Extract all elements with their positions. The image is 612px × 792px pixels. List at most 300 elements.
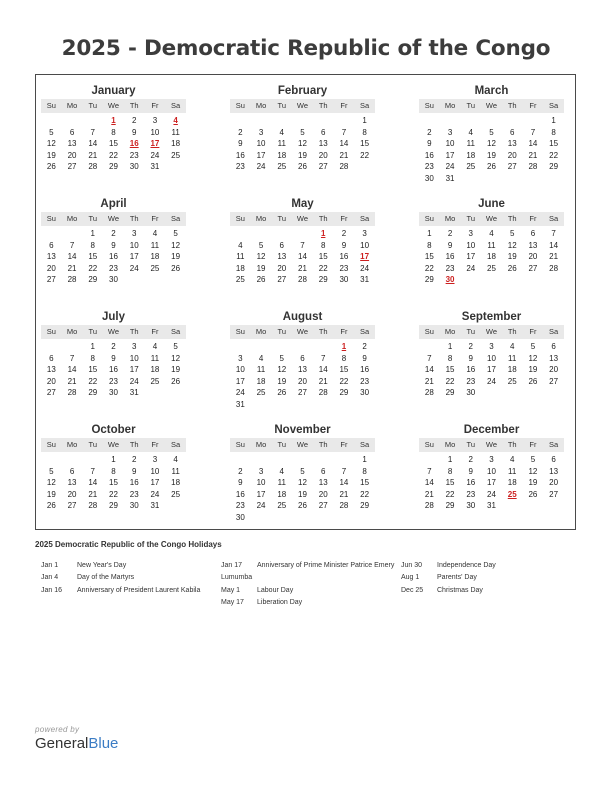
- weekday-label: Sa: [171, 327, 181, 336]
- day-cell: 17: [466, 252, 476, 261]
- day-cell: 26: [298, 162, 307, 171]
- day-cell: 12: [298, 139, 307, 148]
- weekday-label: Tu: [466, 440, 476, 449]
- weekday-label: Mo: [66, 327, 78, 336]
- month-name: May: [291, 198, 314, 210]
- day-cell: 27: [298, 388, 307, 397]
- day-cell: 23: [109, 263, 118, 273]
- day-cell: 13: [507, 139, 517, 148]
- month-june: [419, 196, 564, 286]
- day-cell: 27: [549, 489, 559, 499]
- empty-cell: [251, 115, 272, 127]
- weekday-header: [41, 438, 186, 452]
- day-cell: 19: [277, 376, 287, 386]
- day-cell: 11: [277, 139, 286, 148]
- month-name: April: [100, 198, 127, 210]
- day-cell: 30: [109, 275, 118, 284]
- day-cell: 18: [150, 252, 160, 261]
- weekday-label: Tu: [88, 101, 98, 110]
- day-cell: 11: [508, 466, 517, 476]
- empty-cell: [62, 454, 83, 466]
- weekday-header: [230, 325, 375, 339]
- day-cell: 30: [109, 388, 118, 397]
- weekday-label: Tu: [277, 101, 287, 110]
- weekday-label: Su: [235, 214, 245, 223]
- day-cell: 8: [320, 240, 326, 250]
- weekday-label: We: [485, 214, 498, 223]
- brand-footer: [35, 725, 118, 752]
- empty-cell: [271, 454, 292, 466]
- day-cell: 20: [46, 376, 56, 386]
- day-cell: 21: [67, 263, 77, 273]
- holiday-date-label: Jan 4: [41, 574, 59, 582]
- day-cell: 8: [362, 466, 367, 476]
- holiday-name: Independence Day: [437, 562, 496, 569]
- day-cell: 9: [238, 139, 243, 148]
- day-cell: 26: [507, 263, 517, 273]
- day-grid: [419, 228, 564, 286]
- empty-cell: [313, 115, 334, 127]
- weekday-label: Tu: [277, 440, 287, 449]
- day-cell: 28: [339, 501, 349, 510]
- day-cell: 22: [339, 376, 349, 386]
- day-cell: 11: [171, 466, 180, 476]
- day-cell: 19: [298, 489, 307, 499]
- month-name: March: [474, 85, 509, 97]
- day-cell: 28: [318, 388, 328, 397]
- day-cell: 2: [111, 342, 116, 351]
- day-cell: 6: [300, 353, 305, 363]
- day-cell: 18: [507, 478, 517, 487]
- day-cell: 4: [509, 455, 515, 464]
- day-cell: 6: [551, 455, 556, 464]
- day-grid: [230, 228, 375, 286]
- holiday-date: 1: [111, 116, 116, 125]
- weekday-label: Mo: [444, 214, 456, 223]
- day-cell: 27: [277, 275, 287, 284]
- day-cell: 17: [445, 150, 455, 160]
- day-cell: 23: [109, 376, 118, 386]
- weekday-label: Tu: [466, 327, 476, 336]
- day-cell: 16: [424, 150, 434, 160]
- day-cell: 2: [341, 229, 347, 238]
- day-cell: 14: [424, 365, 434, 374]
- day-cell: 26: [528, 489, 538, 499]
- day-cell: 31: [235, 399, 245, 409]
- day-cell: 21: [88, 150, 98, 160]
- month-name: August: [282, 311, 323, 323]
- day-cell: 5: [49, 127, 54, 137]
- day-cell: 11: [466, 139, 475, 148]
- day-cell: 5: [173, 229, 178, 238]
- weekday-label: Th: [507, 214, 517, 223]
- holiday-name: Anniversary of President Laurent Kabila: [77, 586, 201, 594]
- weekday-label: Th: [129, 327, 139, 336]
- day-cell: 17: [129, 365, 139, 374]
- day-cell: 15: [424, 252, 434, 261]
- weekday-label: Th: [129, 440, 139, 449]
- day-cell: 2: [468, 342, 473, 351]
- day-cell: 6: [279, 240, 284, 250]
- day-cell: 29: [109, 501, 118, 510]
- weekday-label: Th: [507, 101, 517, 110]
- day-cell: 15: [339, 365, 349, 374]
- day-cell: 16: [339, 252, 349, 261]
- day-cell: 14: [318, 365, 328, 374]
- empty-cell: [62, 341, 83, 353]
- day-cell: 5: [300, 466, 305, 476]
- day-cell: 16: [235, 489, 245, 499]
- weekday-header: [230, 438, 375, 452]
- holiday-date: 25: [507, 489, 517, 499]
- holiday-date: 30: [445, 275, 455, 284]
- day-cell: 13: [549, 353, 559, 363]
- day-cell: 27: [549, 376, 559, 386]
- day-grid: [41, 115, 186, 173]
- day-cell: 13: [318, 478, 328, 487]
- day-cell: 22: [360, 150, 370, 160]
- day-cell: 9: [131, 466, 137, 476]
- day-cell: 6: [320, 127, 326, 137]
- day-cell: 5: [530, 455, 536, 464]
- weekday-label: Tu: [277, 327, 287, 336]
- weekday-label: Su: [235, 327, 245, 336]
- weekday-label: Sa: [360, 327, 370, 336]
- weekday-label: Su: [424, 327, 434, 336]
- weekday-header: [41, 212, 186, 226]
- day-cell: 6: [551, 342, 556, 351]
- day-cell: 24: [360, 263, 370, 273]
- day-cell: 8: [427, 240, 432, 250]
- day-cell: 21: [298, 263, 307, 273]
- weekday-label: Fr: [529, 440, 537, 449]
- day-cell: 13: [67, 139, 77, 148]
- day-cell: 28: [88, 501, 98, 510]
- day-cell: 8: [362, 127, 367, 137]
- day-cell: 28: [424, 388, 434, 397]
- day-cell: 4: [509, 342, 515, 351]
- day-cell: 25: [150, 263, 160, 273]
- day-cell: 15: [360, 139, 370, 148]
- day-cell: 25: [171, 489, 181, 499]
- weekday-label: Tu: [88, 214, 98, 223]
- holiday-item: [41, 560, 211, 572]
- weekday-label: Mo: [66, 101, 78, 110]
- weekday-label: Th: [507, 440, 517, 449]
- day-cell: 10: [129, 353, 139, 363]
- day-cell: 8: [447, 466, 453, 476]
- weekday-label: Su: [46, 327, 56, 336]
- day-cell: 29: [445, 388, 455, 397]
- day-cell: 17: [487, 478, 496, 487]
- day-cell: 20: [277, 263, 287, 273]
- day-cell: 15: [318, 252, 328, 261]
- empty-cell: [230, 115, 251, 127]
- day-cell: 17: [256, 150, 266, 160]
- day-cell: 5: [173, 342, 178, 351]
- day-cell: 16: [360, 365, 370, 374]
- day-cell: 16: [445, 252, 455, 261]
- day-cell: 2: [131, 455, 137, 464]
- month-name: July: [101, 311, 125, 323]
- day-cell: 3: [468, 229, 473, 238]
- day-cell: 21: [67, 376, 77, 386]
- day-cell: 9: [131, 127, 137, 137]
- day-cell: 16: [109, 365, 118, 374]
- weekday-label: Th: [318, 214, 328, 223]
- day-cell: 6: [320, 466, 326, 476]
- day-cell: 24: [150, 150, 160, 160]
- day-cell: 4: [238, 240, 243, 250]
- weekday-label: Th: [129, 101, 139, 110]
- day-cell: 15: [360, 478, 370, 487]
- empty-cell: [82, 454, 103, 466]
- month-name: June: [478, 198, 505, 210]
- day-cell: 26: [46, 501, 56, 510]
- month-name: November: [274, 424, 331, 436]
- holiday-date: 1: [341, 342, 347, 351]
- day-cell: 27: [67, 162, 77, 171]
- day-cell: 26: [46, 162, 56, 171]
- day-cell: 20: [318, 489, 328, 499]
- day-cell: 1: [447, 455, 453, 464]
- empty-cell: [251, 228, 272, 240]
- month-november: [230, 422, 375, 523]
- month-name: September: [461, 311, 522, 323]
- month-april: [41, 196, 186, 286]
- day-cell: 10: [487, 466, 496, 476]
- empty-cell: [419, 115, 440, 127]
- day-cell: 14: [339, 139, 349, 148]
- empty-cell: [41, 341, 62, 353]
- empty-cell: [271, 115, 292, 127]
- day-cell: 30: [424, 173, 434, 183]
- day-cell: 31: [360, 275, 370, 284]
- weekday-label: We: [107, 101, 120, 110]
- holiday-item: [401, 585, 571, 597]
- day-cell: 6: [69, 466, 75, 476]
- empty-cell: [41, 454, 62, 466]
- day-cell: 12: [171, 353, 181, 363]
- day-cell: 1: [427, 229, 432, 238]
- day-cell: 20: [67, 489, 77, 499]
- day-cell: 8: [111, 127, 116, 137]
- month-august: [230, 309, 375, 410]
- empty-cell: [230, 454, 251, 466]
- day-cell: 14: [67, 252, 77, 261]
- day-cell: 20: [298, 376, 307, 386]
- holiday-item: [41, 585, 211, 597]
- day-cell: 3: [131, 229, 137, 238]
- day-cell: 12: [298, 478, 307, 487]
- day-cell: 20: [318, 150, 328, 160]
- month-july: [41, 309, 186, 399]
- weekday-header: [419, 99, 564, 113]
- day-cell: 10: [235, 365, 245, 374]
- month-name: December: [463, 424, 520, 436]
- day-cell: 18: [466, 150, 476, 160]
- day-grid: [41, 228, 186, 286]
- day-cell: 9: [362, 353, 367, 363]
- day-cell: 28: [424, 501, 434, 510]
- weekday-label: We: [107, 440, 120, 449]
- day-cell: 23: [466, 376, 476, 386]
- day-cell: 3: [238, 353, 243, 363]
- day-cell: 18: [150, 365, 160, 374]
- day-cell: 10: [360, 240, 370, 250]
- holiday-name: Liberation Day: [257, 598, 303, 606]
- weekday-label: Sa: [171, 101, 181, 110]
- empty-cell: [230, 341, 251, 353]
- weekday-label: We: [296, 101, 309, 110]
- empty-cell: [313, 454, 334, 466]
- weekday-label: We: [296, 214, 309, 223]
- day-cell: 26: [298, 501, 307, 510]
- day-cell: 21: [424, 489, 434, 499]
- day-cell: 27: [46, 275, 56, 284]
- day-cell: 6: [49, 353, 54, 363]
- calendar-grid: [35, 74, 576, 530]
- weekday-header: [419, 212, 564, 226]
- day-cell: 3: [258, 127, 264, 137]
- day-cell: 1: [362, 455, 367, 464]
- day-cell: 19: [507, 252, 517, 261]
- weekday-header: [419, 325, 564, 339]
- day-cell: 13: [298, 365, 307, 374]
- day-cell: 25: [256, 388, 266, 397]
- day-cell: 14: [339, 478, 349, 487]
- day-cell: 30: [466, 388, 476, 397]
- weekday-label: Su: [46, 440, 56, 449]
- day-cell: 4: [152, 342, 158, 351]
- day-cell: 12: [171, 240, 181, 250]
- day-cell: 12: [528, 466, 538, 476]
- day-cell: 22: [445, 376, 455, 386]
- day-cell: 19: [528, 365, 538, 374]
- day-cell: 24: [487, 489, 496, 499]
- day-cell: 25: [507, 376, 517, 386]
- month-january: [41, 83, 186, 173]
- day-cell: 31: [150, 162, 160, 171]
- day-cell: 25: [466, 162, 476, 171]
- day-cell: 14: [67, 365, 77, 374]
- day-cell: 4: [468, 127, 473, 137]
- holidays-title: 2025 Democratic Republic of the Congo Holidays: [35, 540, 222, 549]
- day-cell: 2: [111, 229, 116, 238]
- day-cell: 3: [152, 455, 158, 464]
- weekday-label: Mo: [444, 327, 456, 336]
- day-cell: 27: [318, 162, 328, 171]
- day-cell: 22: [109, 489, 118, 499]
- day-cell: 1: [90, 342, 95, 351]
- day-grid: [419, 341, 564, 399]
- day-cell: 26: [528, 376, 538, 386]
- day-cell: 24: [150, 489, 160, 499]
- weekday-label: We: [296, 327, 309, 336]
- day-cell: 30: [235, 512, 245, 522]
- month-name: February: [277, 85, 328, 97]
- day-cell: 29: [88, 275, 98, 284]
- day-cell: 13: [549, 466, 559, 476]
- weekday-label: Sa: [549, 214, 559, 223]
- day-cell: 7: [530, 127, 536, 137]
- day-cell: 28: [67, 275, 77, 284]
- day-cell: 22: [318, 263, 328, 273]
- day-cell: 16: [109, 252, 118, 261]
- weekday-label: Fr: [151, 440, 159, 449]
- day-grid: [230, 454, 375, 523]
- day-cell: 1: [111, 455, 116, 464]
- day-cell: 24: [129, 376, 139, 386]
- day-cell: 24: [129, 263, 139, 273]
- month-february: [230, 83, 375, 173]
- holiday-date-label: Jan 17: [221, 562, 243, 569]
- day-cell: 20: [549, 478, 559, 487]
- weekday-label: We: [485, 101, 498, 110]
- day-cell: 13: [318, 139, 328, 148]
- day-cell: 24: [256, 501, 266, 510]
- day-cell: 7: [427, 353, 432, 363]
- day-cell: 14: [424, 478, 434, 487]
- day-cell: 21: [424, 376, 434, 386]
- day-cell: 30: [339, 275, 349, 284]
- day-cell: 12: [507, 240, 517, 250]
- day-cell: 11: [277, 478, 286, 487]
- day-cell: 9: [341, 240, 347, 250]
- empty-cell: [251, 341, 272, 353]
- day-cell: 14: [298, 252, 307, 261]
- holiday-name: New Year's Day: [77, 562, 127, 569]
- day-cell: 11: [256, 365, 266, 374]
- empty-cell: [82, 115, 103, 127]
- day-cell: 4: [489, 229, 494, 238]
- weekday-label: Th: [129, 214, 139, 223]
- day-cell: 19: [46, 489, 56, 499]
- day-cell: 2: [131, 116, 137, 125]
- day-cell: 6: [509, 127, 515, 137]
- day-cell: 15: [109, 139, 118, 148]
- day-cell: 28: [528, 162, 538, 171]
- day-cell: 7: [300, 240, 305, 250]
- day-cell: 9: [111, 353, 116, 363]
- day-cell: 8: [447, 353, 453, 363]
- weekday-label: Sa: [171, 440, 181, 449]
- day-cell: 5: [489, 127, 494, 137]
- day-cell: 21: [528, 150, 538, 160]
- day-cell: 1: [551, 116, 556, 125]
- weekday-label: Sa: [549, 440, 559, 449]
- weekday-label: Mo: [444, 101, 456, 110]
- day-cell: 30: [466, 501, 476, 510]
- day-cell: 4: [279, 466, 284, 476]
- weekday-label: Mo: [255, 101, 267, 110]
- empty-cell: [41, 115, 62, 127]
- day-cell: 23: [466, 489, 476, 499]
- empty-cell: [292, 341, 313, 353]
- weekday-label: Tu: [466, 214, 476, 223]
- day-cell: 26: [171, 376, 181, 386]
- day-cell: 27: [46, 388, 56, 397]
- day-cell: 31: [487, 501, 496, 510]
- weekday-label: We: [485, 327, 498, 336]
- day-cell: 17: [235, 376, 245, 386]
- day-cell: 5: [530, 342, 536, 351]
- day-cell: 27: [67, 501, 77, 510]
- weekday-label: Su: [235, 101, 245, 110]
- day-cell: 9: [468, 353, 473, 363]
- weekday-label: Mo: [255, 214, 267, 223]
- holiday-date: 4: [173, 116, 178, 125]
